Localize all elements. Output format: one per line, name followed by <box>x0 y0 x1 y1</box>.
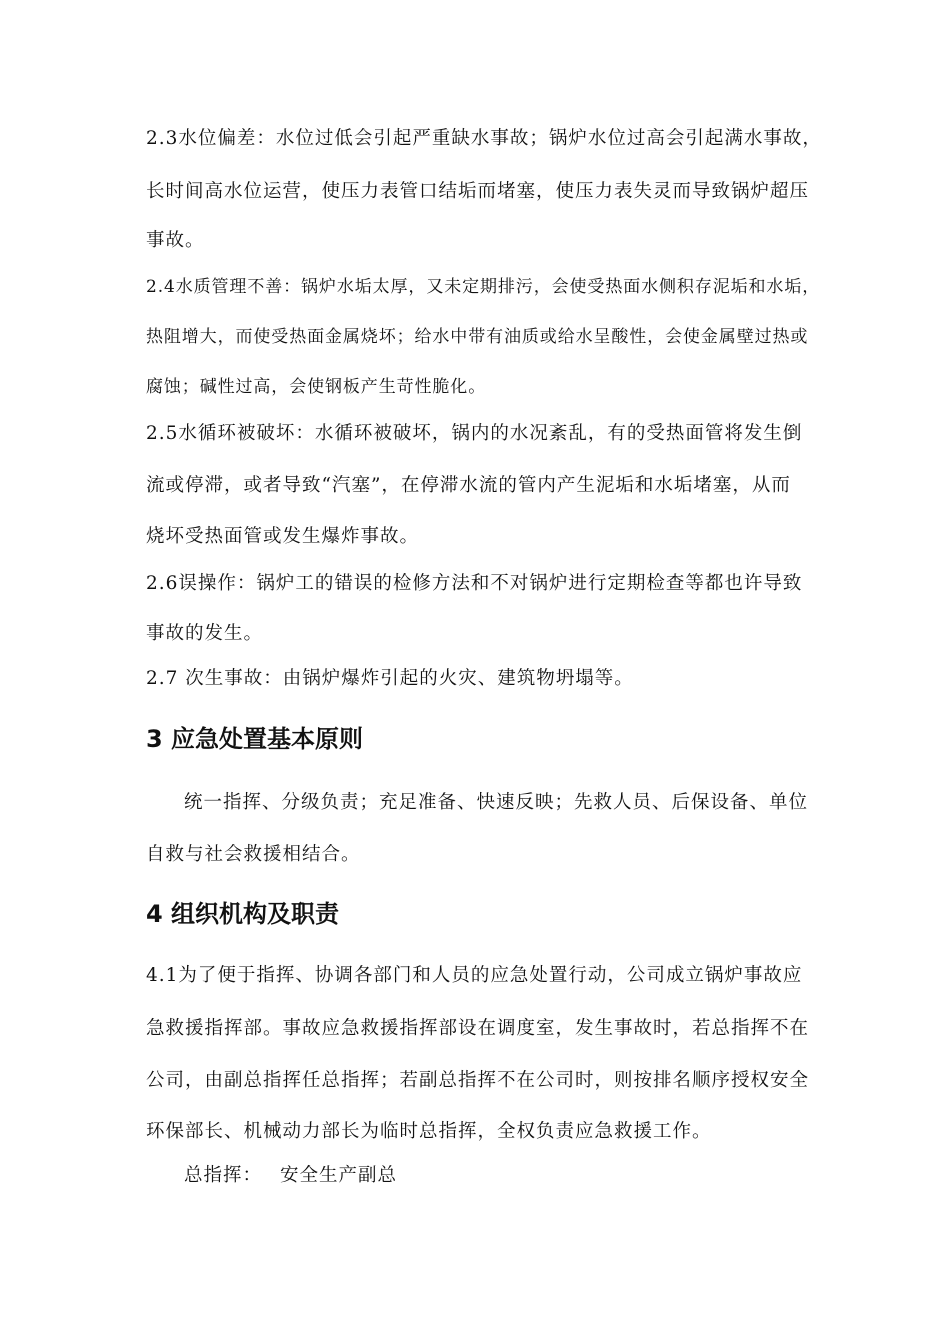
paragraph-2-4-line-3: 腐蚀；碱性过高，会使钢板产生苛性脆化。 <box>146 377 487 397</box>
paragraph-4-1-line-2: 急救援指挥部。事故应急救援指挥部设在调度室，发生事故时，若总指挥不在 <box>146 1018 810 1039</box>
section-3-heading: 3 应急处置基本原则 <box>146 725 364 753</box>
paragraph-4-1-line-1: 4.1为了便于指挥、协调各部门和人员的应急处置行动，公司成立锅炉事故应 <box>146 965 803 986</box>
paragraph-2-6-line-2: 事故的发生。 <box>146 623 264 644</box>
paragraph-2-6-line-1: 2.6误操作：锅炉工的错误的检修方法和不对锅炉进行定期检查等都也许导致 <box>146 573 803 594</box>
paragraph-2-5-line-3: 烧坏受热面管或发生爆炸事故。 <box>146 526 420 547</box>
section-3-line-2: 自救与社会救援相结合。 <box>146 844 361 865</box>
paragraph-4-1-line-3: 公司，由副总指挥任总指挥；若副总指挥不在公司时，则按排名顺序授权安全 <box>146 1070 810 1091</box>
paragraph-2-5-line-1: 2.5水循环被破坏：水循环被破坏，锅内的水况紊乱，有的受热面管将发生倒 <box>146 423 803 444</box>
paragraph-2-3-line-1: 2.3水位偏差：水位过低会引起严重缺水事故；锅炉水位过高会引起满水事故， <box>146 128 822 149</box>
commander-value: 安全生产副总 <box>280 1165 398 1186</box>
paragraph-2-5-line-2: 流或停滞，或者导致“汽塞”，在停滞水流的管内产生泥垢和水垢堵塞，从而 <box>146 475 791 496</box>
paragraph-4-1-line-4: 环保部长、机械动力部长为临时总指挥，全权负责应急救援工作。 <box>146 1121 712 1142</box>
paragraph-2-3-line-3: 事故。 <box>146 230 205 251</box>
paragraph-2-4-line-1: 2.4水质管理不善：锅炉水垢太厚，又未定期排污，会使受热面水侧积存泥垢和水垢， <box>146 277 821 297</box>
paragraph-2-7-line-1: 2.7 次生事故：由锅炉爆炸引起的火灾、建筑物坍塌等。 <box>146 668 634 689</box>
paragraph-2-3-line-2: 长时间高水位运营，使压力表管口结垢而堵塞，使压力表失灵而导致锅炉超压 <box>146 181 810 202</box>
paragraph-2-4-line-2: 热阻增大，而使受热面金属烧坏；给水中带有油质或给水呈酸性，会使金属壁过热或 <box>146 327 809 347</box>
commander-label: 总指挥： <box>184 1165 263 1186</box>
section-3-line-1: 统一指挥、分级负责；充足准备、快速反映；先救人员、后保设备、单位 <box>184 792 809 813</box>
section-4-heading: 4 组织机构及职责 <box>146 900 340 928</box>
